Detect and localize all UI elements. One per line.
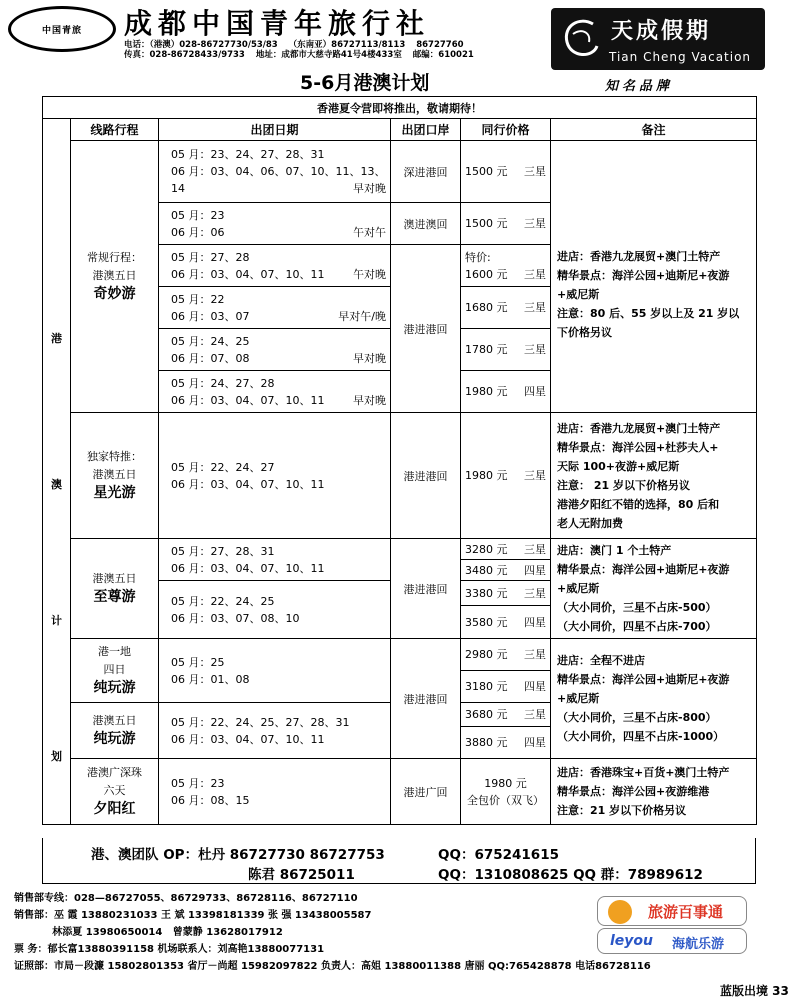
- star: 三星: [524, 267, 546, 281]
- header: [0, 0, 800, 100]
- route-name: 星光游: [93, 485, 136, 501]
- fax: 传真：028-86728433/9733: [124, 50, 245, 60]
- route-line: 四日: [103, 663, 126, 676]
- route-cell: [71, 703, 159, 759]
- route-name: 纯玩游: [93, 731, 136, 747]
- route-line: 港澳广深珠: [87, 766, 142, 779]
- price-cell: [461, 539, 551, 560]
- qq-contact: QQ：675241615: [438, 847, 559, 863]
- date-jun: 06 月：03、07: [171, 309, 250, 323]
- mascot-icon: [608, 900, 632, 924]
- price: 3680 元: [465, 708, 508, 721]
- flight-note: 早对晚: [353, 393, 386, 407]
- remark-line: 注意：80 后、55 岁以上及 21 岁以: [557, 306, 740, 320]
- star: 三星: [524, 469, 546, 482]
- star: 三星: [524, 301, 546, 314]
- dates-cell: [159, 581, 391, 639]
- date-jun: 06 月：03、07、08、10: [171, 611, 300, 625]
- date-may: 05 月：24、25: [171, 334, 250, 348]
- price: 1980 元: [465, 469, 508, 482]
- price-special: 特价:: [465, 250, 491, 264]
- remark-line: 注意：21 岁以下价格另议: [557, 804, 687, 817]
- dates-cell: [159, 287, 391, 329]
- flight-note: 早对晚: [353, 351, 386, 365]
- star: 三星: [524, 343, 546, 356]
- route-cell: [71, 759, 159, 825]
- side-char: 划: [51, 749, 62, 763]
- col-header-price: 同行价格: [461, 119, 551, 141]
- date-may: 05 月：24、27、28: [171, 376, 275, 390]
- remark-line: 精华景点：海洋公园+迪斯尼+夜游: [557, 268, 730, 282]
- route-line: 六天: [103, 784, 126, 797]
- flight-note: 早对午/晚: [338, 309, 386, 323]
- star: 四星: [524, 615, 546, 629]
- port-cell: 港进港回: [391, 639, 461, 759]
- op-contact-box: [42, 838, 756, 884]
- remark-line: （大小同价，四星不占床-1000）: [557, 730, 725, 743]
- dates-cell: [159, 329, 391, 371]
- star: 三星: [524, 586, 546, 600]
- date-may: 05 月：22: [171, 292, 225, 306]
- price: 3180 元: [465, 680, 508, 693]
- price-cell: [461, 581, 551, 606]
- badge-text: leyou: [610, 933, 654, 949]
- date-may: 05 月：23、24、27、28、31: [171, 148, 325, 161]
- side-char: 计: [51, 613, 62, 627]
- route-cell: [71, 413, 159, 539]
- date-jun: 06 月：03、04、07、10、11: [171, 732, 325, 746]
- sales-line: 票 务：郁长富13880391158 机场联系人：刘高艳13880077131: [14, 944, 325, 955]
- price-cell: [461, 671, 551, 703]
- date-jun: 06 月：01、08: [171, 672, 250, 686]
- price: 3880 元: [465, 736, 508, 749]
- notice-banner: 香港夏令营即将推出，敬请期待！: [43, 97, 757, 119]
- date-jun: 06 月：06: [171, 225, 225, 239]
- phone-gangao: 电话：（港澳）028-86727730/53/83: [124, 40, 278, 50]
- badge-text: 旅游百事通: [648, 903, 724, 921]
- address: 地址：成都市大慈寺路41号4楼433室: [255, 50, 402, 60]
- flight-note: 早对晚: [353, 182, 386, 195]
- date-may: 05 月：25: [171, 655, 225, 669]
- price-cell: [461, 141, 551, 203]
- price-cell: [461, 759, 551, 825]
- remark-line: 精华景点：海洋公园+杜莎夫人+: [557, 440, 719, 454]
- remark-line: 进店：香港九龙展贸+澳门土特产: [557, 249, 721, 263]
- phone-sea: （东南亚）86727113/8113: [288, 40, 406, 50]
- price: 1500 元: [465, 217, 508, 230]
- star: 四星: [524, 736, 546, 749]
- route-name: 夕阳红: [93, 801, 136, 817]
- remark-cell: [551, 245, 757, 413]
- remark-line: 港港夕阳红不错的选择，80 后和: [557, 497, 720, 511]
- port-cell: 港进港回: [391, 245, 461, 413]
- remark-line: 下价格另议: [557, 325, 612, 339]
- route-line: 港澳五日: [92, 468, 137, 481]
- partner-badge-baishitong: [597, 896, 747, 926]
- route-name: 至尊游: [93, 589, 136, 605]
- price-cell: [461, 703, 551, 727]
- route-name: 奇妙游: [93, 286, 136, 302]
- remark-line: +威尼斯: [557, 582, 600, 595]
- sales-line: 证照部：市局－段濂 15802801353 省厅－尚超 15982097822 负责人：高姐 13880011388 唐丽 QQ:765428878 电话86728116: [14, 961, 651, 972]
- date-may: 05 月：23: [171, 208, 225, 222]
- date-jun: 06 月：03、04、06、07、10、11、13、: [171, 165, 386, 178]
- star: 四星: [524, 563, 546, 577]
- phone-other: 86727760: [416, 40, 464, 50]
- date-jun: 06 月：08、15: [171, 793, 250, 807]
- contact-info: [124, 40, 482, 60]
- col-header-port: 出团口岸: [391, 119, 461, 141]
- price-cell: [461, 329, 551, 371]
- badge-text: 海航乐游: [672, 937, 725, 952]
- dates-cell: [159, 703, 391, 759]
- date-may: 05 月：23: [171, 776, 225, 790]
- price: 1500 元: [465, 165, 508, 178]
- dates-cell: [159, 639, 391, 703]
- star: 三星: [524, 648, 546, 661]
- date-jun-cont: 14: [171, 182, 185, 195]
- dates-cell: [159, 371, 391, 413]
- route-line: 常规行程：: [87, 251, 142, 264]
- date-jun: 06 月：07、08: [171, 351, 250, 365]
- star: 三星: [524, 708, 546, 721]
- col-header-route: 线路行程: [71, 119, 159, 141]
- port-cell: 港进港回: [391, 413, 461, 539]
- cyts-logo: [8, 6, 116, 52]
- price: 1600 元: [465, 267, 508, 281]
- dates-cell: [159, 245, 391, 287]
- brand-swirl-icon: [559, 14, 603, 62]
- remark-cell: [551, 413, 757, 539]
- star: 三星: [524, 542, 546, 556]
- sales-line: 销售部：巫 霞 13880231033 王 斌 13398181339 张 强 13438005587: [14, 910, 372, 921]
- price: 3480 元: [465, 563, 508, 577]
- dates-cell: [159, 539, 391, 581]
- remark-cell: [551, 141, 757, 245]
- flight-note: 午对午: [353, 225, 386, 239]
- sales-line: 销售部专线：028—86727055、86729733、86728116、86727110: [14, 893, 358, 904]
- route-line: 港澳五日: [92, 572, 137, 585]
- date-may: 05 月：22、24、27: [171, 460, 275, 474]
- price-cell: [461, 639, 551, 671]
- brand-tagline: 知名品牌: [605, 79, 674, 94]
- star: 四星: [524, 385, 546, 398]
- port-cell: 澳进澳回: [391, 203, 461, 245]
- route-cell: [71, 141, 159, 413]
- remark-line: 老人无附加费: [557, 516, 623, 530]
- sales-contacts: [14, 890, 654, 975]
- price: 2980 元: [465, 648, 508, 661]
- route-cell: [71, 639, 159, 703]
- date-jun: 06 月：03、04、07、10、11: [171, 477, 325, 491]
- price-note: 全包价（双飞）: [467, 793, 544, 807]
- side-char: 港: [51, 331, 62, 345]
- remark-line: +威尼斯: [557, 287, 600, 301]
- date-may: 05 月：27、28: [171, 250, 250, 264]
- sales-line: 林添夏 13980650014 曾蒙静 13628017912: [14, 927, 283, 938]
- dates-cell: [159, 759, 391, 825]
- route-line: 港澳五日: [92, 714, 137, 727]
- price-cell: [461, 203, 551, 245]
- remark-line: 天际 100+夜游+威尼斯: [557, 459, 680, 473]
- route-line: 港一地: [98, 645, 131, 658]
- remark-line: 精华景点：海洋公园+夜游维港: [557, 785, 710, 798]
- remark-line: 进店：香港九龙展贸+澳门土特产: [557, 421, 721, 435]
- route-name: 纯玩游: [93, 680, 136, 696]
- port-cell: 港进港回: [391, 539, 461, 639]
- brand-logo: [551, 8, 765, 70]
- page-number: 蓝版出境 33: [720, 984, 789, 998]
- remark-line: +威尼斯: [557, 692, 600, 705]
- page-title: 5-6月港澳计划: [300, 72, 430, 94]
- price: 3580 元: [465, 615, 508, 629]
- company-name: 成都中国青年旅行社: [124, 7, 431, 40]
- op-contact: 港、澳团队 OP：杜丹 86727730 86727753: [91, 847, 385, 863]
- remark-line: （大小同价，三星不占床-800）: [557, 711, 717, 724]
- postcode: 邮编：610021: [412, 50, 474, 60]
- op-contact-2: 陈君 86725011: [248, 867, 355, 883]
- price: 3380 元: [465, 586, 508, 600]
- price-cell: [461, 560, 551, 581]
- remark-cell: [551, 539, 757, 639]
- date-may: 05 月：22、24、25、27、28、31: [171, 715, 350, 729]
- remark-line: （大小同价，四星不占床-700）: [557, 620, 717, 633]
- date-jun: 06 月：03、04、07、10、11: [171, 267, 325, 281]
- star: 三星: [524, 217, 546, 230]
- price: 1980 元: [465, 385, 508, 398]
- partner-badge-leyou: [597, 928, 747, 954]
- remark-cell: [551, 639, 757, 759]
- dates-cell: [159, 203, 391, 245]
- price-cell: [461, 727, 551, 759]
- col-header-dates: 出团日期: [159, 119, 391, 141]
- remark-line: 精华景点：海洋公园+迪斯尼+夜游: [557, 673, 730, 686]
- col-header-remark: 备注: [551, 119, 757, 141]
- remark-line: 精华景点：海洋公园+迪斯尼+夜游: [557, 563, 730, 576]
- price-cell: [461, 245, 551, 287]
- remark-cell: [551, 759, 757, 825]
- remark-line: 注意： 21 岁以下价格另议: [557, 478, 690, 492]
- brand-name-cn: 天成假期: [611, 18, 712, 44]
- dates-cell: [159, 141, 391, 203]
- date-may: 05 月：27、28、31: [171, 544, 275, 558]
- remark-line: 进店：澳门 1 个土特产: [557, 544, 672, 557]
- price-cell: [461, 371, 551, 413]
- price: 1780 元: [465, 343, 508, 356]
- price-cell: [461, 413, 551, 539]
- tour-plan-table: [42, 96, 757, 825]
- side-char: 澳: [51, 477, 62, 491]
- dates-cell: [159, 413, 391, 539]
- logo-text: 中国青旅: [41, 25, 82, 36]
- route-cell: [71, 539, 159, 639]
- remark-line: 进店：全程不进店: [557, 654, 645, 667]
- port-cell: 港进广回: [391, 759, 461, 825]
- flight-note: 午对晚: [353, 267, 386, 281]
- star: 三星: [524, 165, 546, 178]
- star: 四星: [524, 680, 546, 693]
- price: 1980 元: [484, 776, 527, 790]
- route-line: 独家特推：: [87, 450, 142, 463]
- price: 1680 元: [465, 301, 508, 314]
- remark-line: 进店：香港珠宝+百货+澳门土特产: [557, 766, 730, 779]
- side-label: [43, 119, 71, 825]
- port-cell: 深进港回: [391, 141, 461, 203]
- price-cell: [461, 606, 551, 639]
- remark-line: （大小同价，三星不占床-500）: [557, 601, 717, 614]
- price-cell: [461, 287, 551, 329]
- qq-contact-2: QQ：1310808625 QQ 群：78989612: [438, 867, 703, 883]
- brand-name-en: Tian Cheng Vacation: [609, 50, 752, 64]
- date-may: 05 月：22、24、25: [171, 594, 275, 608]
- date-jun: 06 月：03、04、07、10、11: [171, 561, 325, 575]
- route-line: 港澳五日: [92, 269, 137, 282]
- date-jun: 06 月：03、04、07、10、11: [171, 393, 325, 407]
- price: 3280 元: [465, 542, 508, 556]
